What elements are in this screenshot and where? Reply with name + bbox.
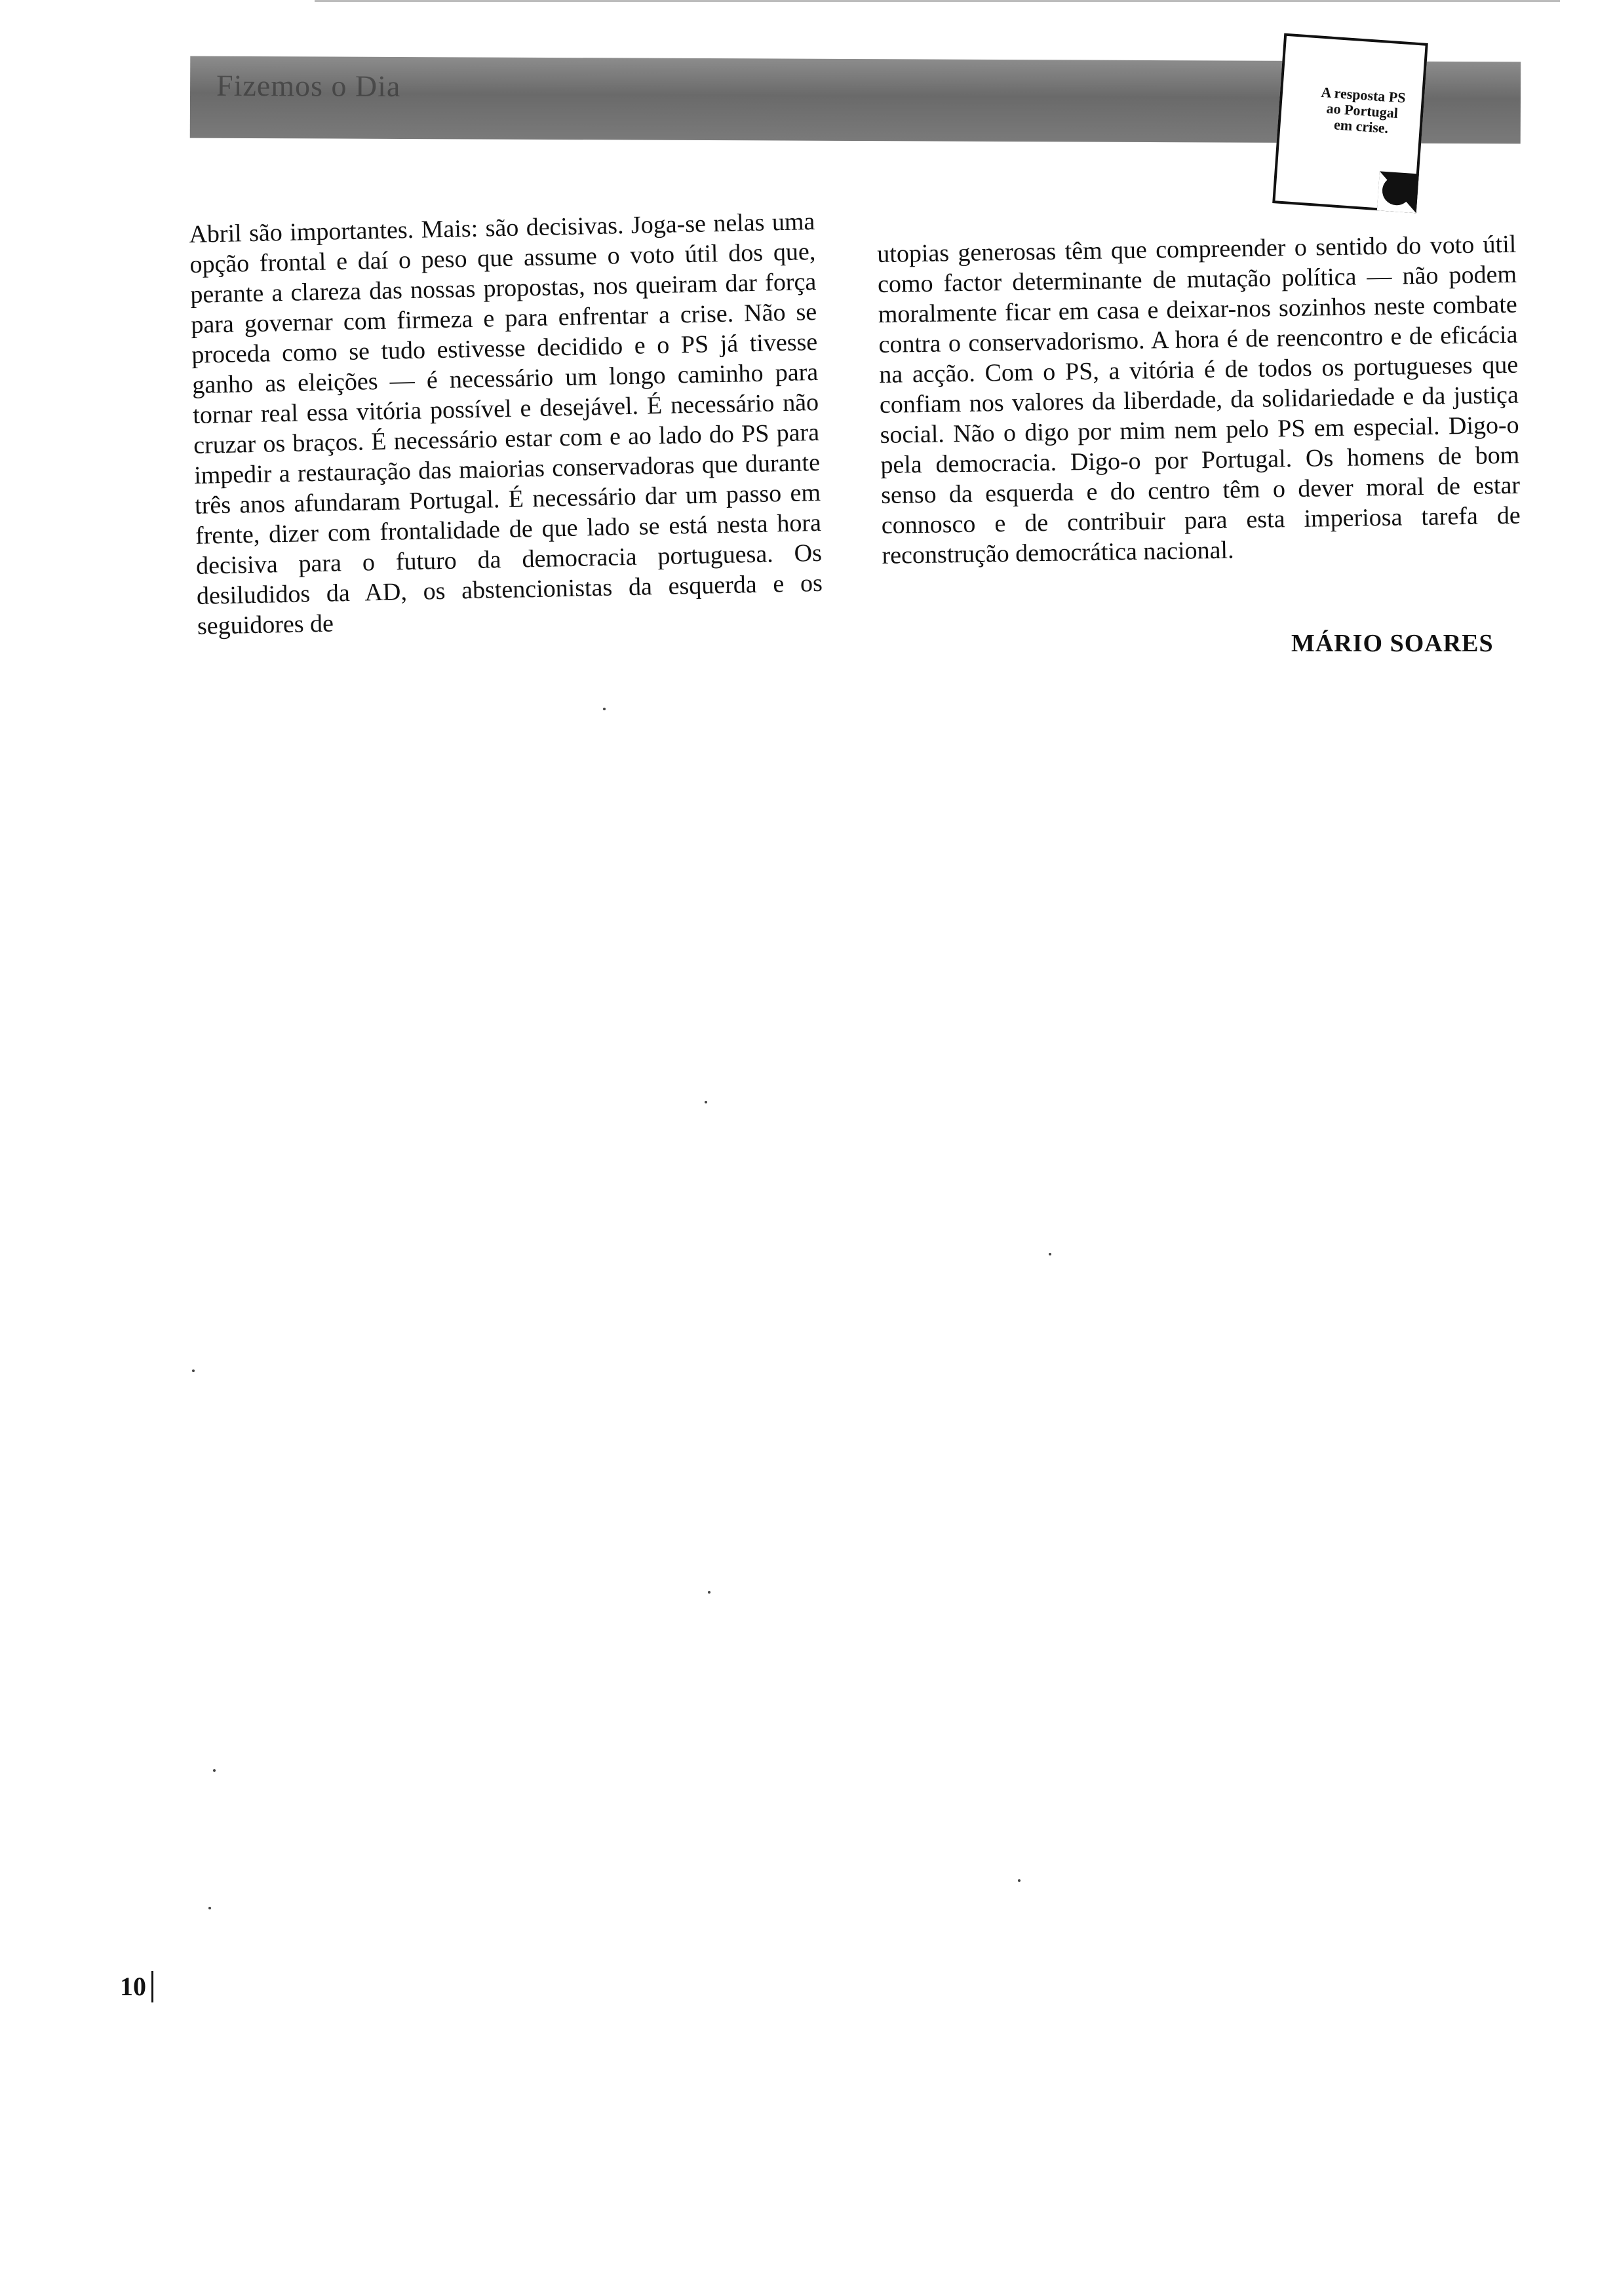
scan-speck <box>1018 1879 1021 1882</box>
article-column-right: utopias generosas têm que compreender o sentido do voto útil como factor determinante de mutação política — não podem moralmente ficar em casa e deixar-nos sozinhos neste combate contra o conservadorismo. A hora é de reencontro e de eficácia na acção. Com o PS, a vitória é de todos os portugueses que confiam nos valores da liberdade, da solidariedade e da justiça social. Não o digo por mim nem pelo PS em especial. Digo-o pela democracia. Digo-o por Portugal. Os homens de bom senso da esquerda e do centro têm o dever moral de estar connosco e de contribuir para esta imperiosa tarefa de reconstrução democrática nacional. <box>877 230 1521 569</box>
scan-speck <box>708 1591 710 1594</box>
article-column-left: Abril são importantes. Mais: são decisivas. Joga-se nelas uma opção frontal e daí o peso que assume o voto útil dos que, perante a clareza das nossas propostas, nos queiram dar força para governar com firmeza e para enfrentar a crise. Não se proceda como se tudo estivesse decidido e o PS já tivesse ganho as eleições — é necessário um longo caminho para tornar real essa vitória possível e desejável. É necessário não cruzar os braços. É necessário estar com e ao lado do PS para impedir a restauração das maiorias conservadoras que durante três anos afundaram Portugal. É necessário dar um passo em frente, dizer com frontalidade de que lado se está nesta hora decisiva para o futuro da democracia portuguesa. Os desiludidos da AD, os abstencionistas da esquerda e os seguidores de <box>189 207 823 640</box>
scan-speck <box>208 1907 211 1909</box>
booklet-logo <box>1272 33 1428 214</box>
scan-speck <box>1049 1253 1051 1255</box>
section-header-text: Fizemos o Dia <box>216 68 401 103</box>
scan-speck <box>192 1369 195 1372</box>
scan-speck <box>705 1101 707 1103</box>
page-number: 10 <box>120 1971 153 2002</box>
scan-speck <box>603 708 606 710</box>
scan-artifact-line <box>315 0 1560 6</box>
author-signature: MÁRIO SOARES <box>1291 630 1494 657</box>
scan-speck <box>213 1769 216 1772</box>
booklet-logo-title: A resposta PS ao Portugal em crise. <box>1320 83 1407 137</box>
